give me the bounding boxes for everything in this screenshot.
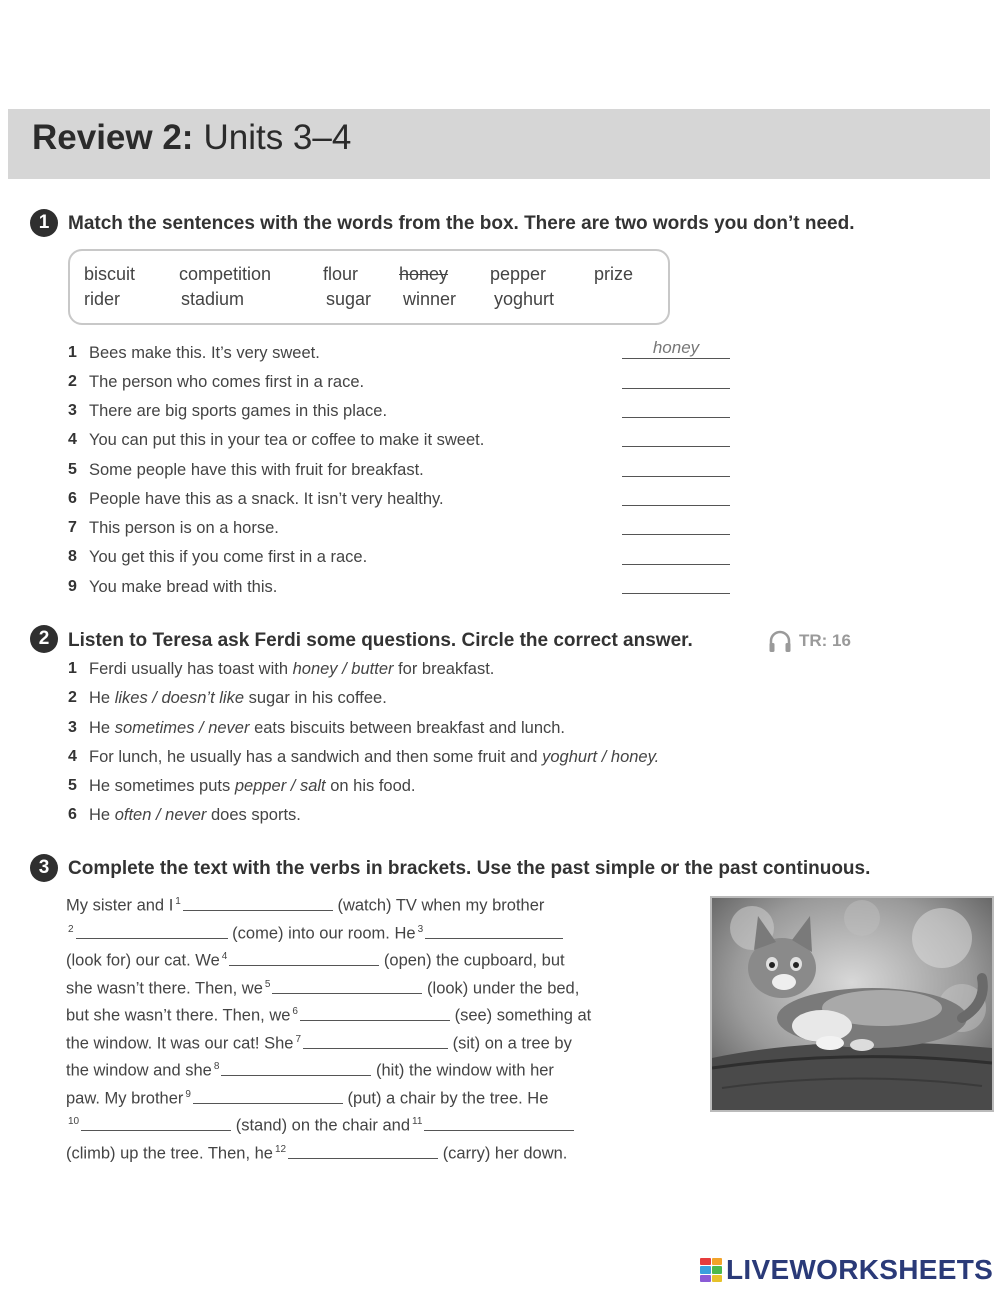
question-text: You make bread with this. (89, 578, 278, 596)
gap-blank[interactable] (300, 1005, 450, 1021)
word-honey-crossed: honey (399, 264, 449, 284)
exercise-3-number: 3 (30, 854, 58, 882)
passage-line: paw. My brother $^9$ (put) a chair by the tree. He (66, 1089, 549, 1108)
answer-line[interactable] (622, 505, 730, 506)
answer-line[interactable] (622, 388, 730, 389)
answer-line[interactable] (622, 534, 730, 535)
item-number: 2 (68, 689, 77, 706)
passage-line: the window and she $^8$ (hit) the window with her (66, 1061, 554, 1080)
answer-example: honey (652, 338, 700, 357)
word-pepper: pepper (490, 264, 547, 284)
gap-blank[interactable] (288, 1143, 438, 1159)
question-text: This person is on a horse. (89, 519, 279, 537)
choice-sentence: He sometimes / never eats biscuits between breakfast and lunch. (89, 719, 566, 737)
exercise-2-instruction: Listen to Teresa ask Ferdi some questions. Circle the correct answer. (68, 630, 693, 651)
question-number: 1 (68, 344, 77, 361)
answer-line[interactable] (622, 593, 730, 594)
passage-line: $^{10}$ (stand) on the chair and $^{11}$ (66, 1108, 574, 1140)
choice-option[interactable]: honey / butter (292, 660, 394, 678)
word-biscuit: biscuit (84, 264, 136, 284)
word-winner: winner (403, 289, 457, 309)
answer-line[interactable] (622, 417, 730, 418)
word-rider: rider (84, 289, 121, 309)
gap-blank[interactable] (76, 923, 228, 939)
choice-option[interactable]: sometimes / never (114, 719, 250, 737)
passage-line: she wasn’t there. Then, we $^5$ (look) under the bed, (66, 979, 580, 998)
item-number: 1 (68, 660, 77, 677)
gap-blank[interactable] (221, 1060, 371, 1076)
question-number: 8 (68, 548, 77, 565)
choice-option[interactable]: often / never (114, 806, 207, 824)
passage-line: (climb) up the tree. Then, he $^{12}$ (carry) her down. (66, 1144, 568, 1163)
question-text: The person who comes first in a race. (89, 373, 365, 391)
gap-blank[interactable] (183, 895, 333, 911)
question-text: People have this as a snack. It isn’t very healthy. (89, 490, 444, 508)
question-number: 4 (68, 431, 77, 448)
item-number: 3 (68, 719, 77, 736)
exercise-2-number: 2 (30, 625, 58, 653)
exercise-1-number: 1 (30, 209, 58, 237)
exercise-3-instruction: Complete the text with the verbs in brackets. Use the past simple or the past continuous. (68, 858, 871, 879)
word-stadium: stadium (181, 289, 245, 309)
passage-line: but she wasn’t there. Then, we $^6$ (see) something at (66, 1006, 592, 1025)
question-text: Some people have this with fruit for breakfast. (89, 461, 424, 479)
track-number: TR: 16 (799, 631, 851, 650)
item-number: 4 (68, 748, 77, 765)
question-number: 9 (68, 578, 77, 595)
passage-line: (look for) our cat. We $^4$ (open) the cupboard, but (66, 951, 565, 970)
question-text: Bees make this. It’s very sweet. (89, 344, 320, 362)
gap-blank[interactable] (303, 1033, 448, 1049)
cat-on-branch-illustration (712, 898, 992, 1110)
passage-line: $^2$ (come) into our room. He $^3$ (66, 916, 563, 948)
choice-sentence: He sometimes puts pepper / salt on his food. (89, 777, 416, 795)
gap-blank[interactable] (425, 923, 563, 939)
title-units: Units 3–4 (203, 118, 352, 157)
question-text: There are big sports games in this place. (89, 402, 388, 420)
question-text: You can put this in your tea or coffee to make it sweet. (89, 431, 485, 449)
word-sugar: sugar (326, 289, 372, 309)
question-number: 7 (68, 519, 77, 536)
answer-line[interactable] (622, 358, 730, 359)
word-yoghurt: yoghurt (494, 289, 555, 309)
cat-photo (710, 896, 994, 1112)
choice-sentence: He likes / doesn’t like sugar in his coffee. (89, 689, 387, 707)
choice-sentence: He often / never does sports. (89, 806, 301, 824)
title-bold: Review 2: (32, 118, 194, 157)
gap-blank[interactable] (81, 1115, 231, 1131)
brand-mark-icon (700, 1258, 722, 1282)
choice-option[interactable]: pepper / salt (234, 777, 326, 795)
gap-blank[interactable] (424, 1115, 574, 1131)
gap-blank[interactable] (229, 950, 379, 966)
question-text: You get this if you come first in a race. (89, 548, 368, 566)
gap-blank[interactable] (272, 978, 422, 994)
choice-sentence: For lunch, he usually has a sandwich and then some fruit and yoghurt / honey. (89, 748, 660, 766)
choice-sentence: Ferdi usually has toast with honey / butter for breakfast. (89, 660, 495, 678)
question-number: 6 (68, 490, 77, 507)
item-number: 5 (68, 777, 77, 794)
word-box (68, 249, 670, 325)
brand-text: LIVEWORKSHEETS (726, 1254, 994, 1285)
answer-line[interactable] (622, 446, 730, 447)
word-competition: competition (179, 264, 272, 284)
word-prize: prize (594, 264, 634, 284)
question-number: 3 (68, 402, 77, 419)
exercise-1-instruction: Match the sentences with the words from the box. There are two words you don’t need. (68, 213, 855, 234)
passage-line: the window. It was our cat! She $^7$ (sit) on a tree by (66, 1034, 572, 1053)
item-number: 6 (68, 806, 77, 823)
word-flour: flour (323, 264, 359, 284)
question-number: 2 (68, 373, 77, 390)
headphones-icon[interactable] (767, 628, 793, 654)
choice-option[interactable]: likes / doesn’t like (114, 689, 244, 707)
passage-line: My sister and I $^1$ (watch) TV when my brother (66, 896, 545, 915)
choice-option[interactable]: yoghurt / honey. (542, 748, 660, 766)
gap-blank[interactable] (193, 1088, 343, 1104)
liveworksheets-logo (700, 1254, 993, 1286)
page-title (32, 118, 351, 158)
answer-line[interactable] (622, 476, 730, 477)
question-number: 5 (68, 461, 77, 478)
answer-line[interactable] (622, 564, 730, 565)
